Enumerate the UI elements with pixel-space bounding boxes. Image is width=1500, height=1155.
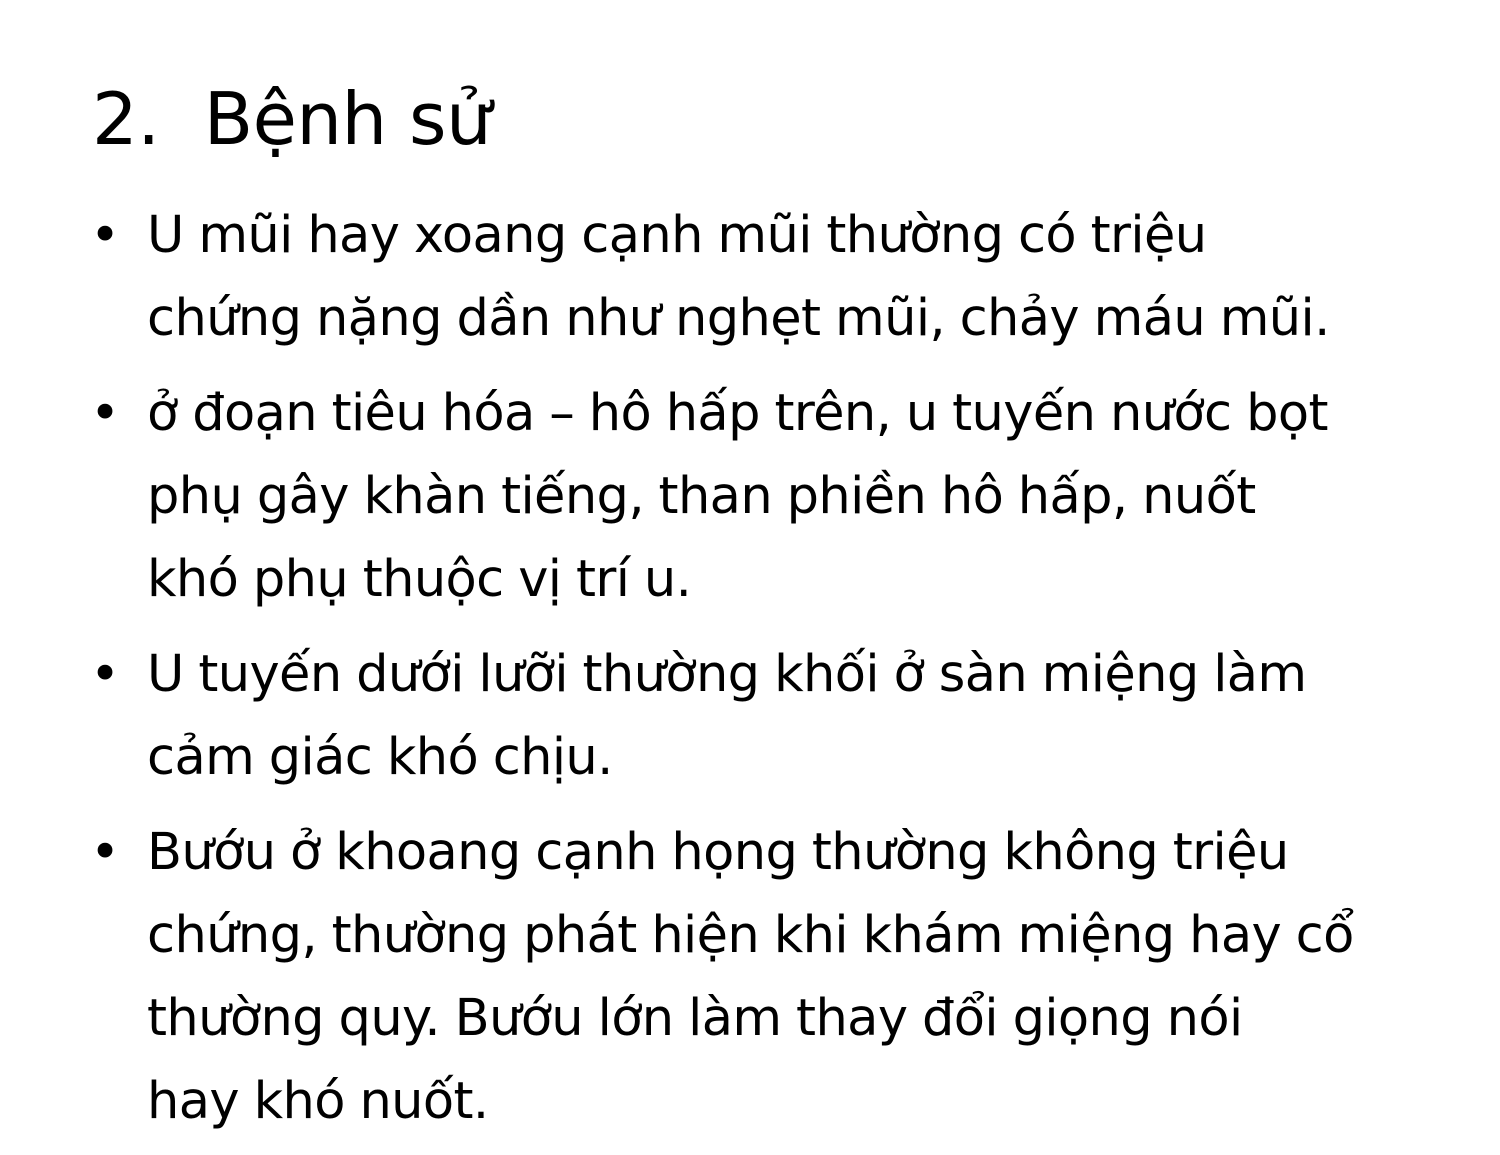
bullet-item xyxy=(90,372,1480,621)
bullet-list xyxy=(90,194,1480,1155)
bullet-line: Bướu ở khoang cạnh họng thường không triệu xyxy=(147,823,1289,882)
title-number: 2. xyxy=(92,77,160,161)
bullet-line: U tuyến dưới lưỡi thường khối ở sàn miệng làm xyxy=(147,645,1307,704)
slide-title xyxy=(92,74,491,164)
bullet-line: thường quy. Bướu lớn làm thay đổi giọng nói xyxy=(147,989,1243,1048)
bullet-dot: • xyxy=(90,823,120,882)
bullet-item xyxy=(90,194,1480,360)
bullet-line: ở đoạn tiêu hóa – hô hấp trên, u tuyến nước bọt xyxy=(147,384,1328,443)
bullet-line: chứng, thường phát hiện khi khám miệng hay cổ xyxy=(147,906,1354,965)
bullet-line: chứng nặng dần như nghẹt mũi, chảy máu mũi. xyxy=(147,289,1330,348)
bullet-line: U mũi hay xoang cạnh mũi thường có triệu xyxy=(147,206,1207,265)
bullet-line: hay khó nuốt. xyxy=(147,1072,489,1131)
bullet-line: khó phụ thuộc vị trí u. xyxy=(147,550,692,609)
bullet-item xyxy=(90,633,1480,799)
title-text: Bệnh sử xyxy=(203,77,492,161)
bullet-line: cảm giác khó chịu. xyxy=(147,728,613,787)
bullet-item xyxy=(90,811,1480,1143)
bullet-dot: • xyxy=(90,645,120,704)
bullet-dot: • xyxy=(90,206,120,265)
bullet-line: phụ gây khàn tiếng, than phiền hô hấp, nuốt xyxy=(147,467,1256,526)
bullet-dot: • xyxy=(90,384,120,443)
